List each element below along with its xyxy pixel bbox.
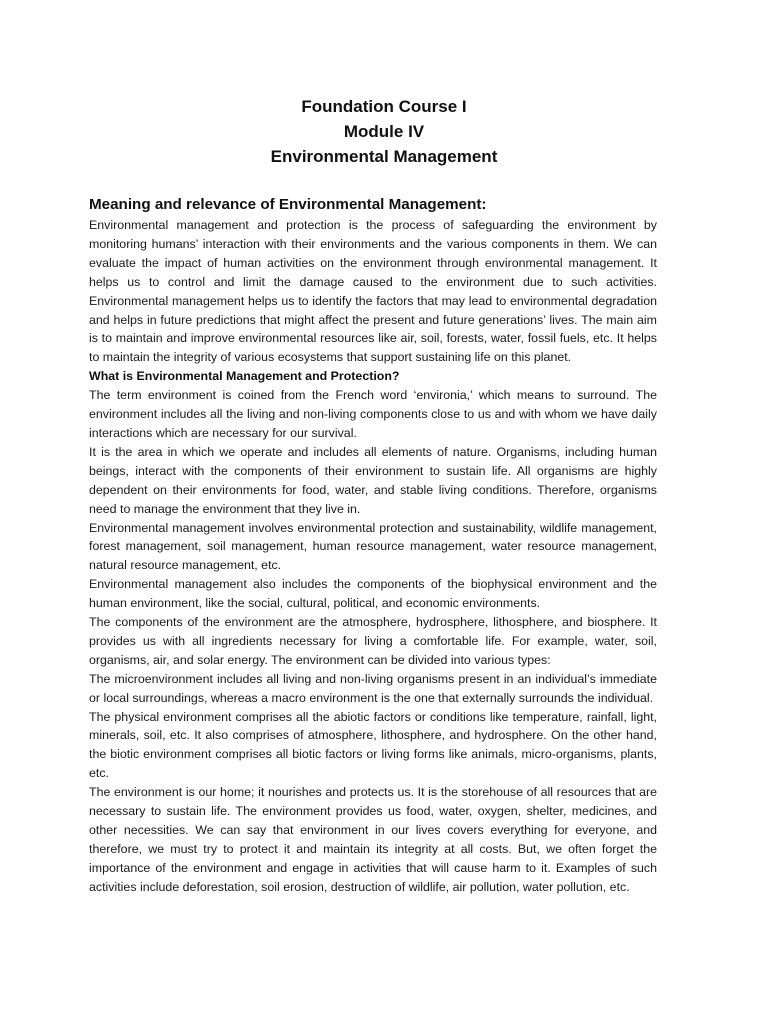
document-body xyxy=(89,194,657,897)
document-title xyxy=(0,94,768,169)
paragraph: The term environment is coined from the French word ‘environia,’ which means to surround. The environment includes all the living and non-living components close to us and with whom we have daily interactions which are necessary for our survival. xyxy=(89,388,657,440)
sub-heading: What is Environmental Management and Protection? xyxy=(89,369,400,384)
paragraph-meaning: Environmental management and protection is the process of safeguarding the environment by monitoring humans’ interaction with their environments and the various components in them. We can evaluate the impact of human activities on the environment through environmental management. It helps us to control and limit the damage caused to the environment due to such activities. Environmental management helps us to identify the factors that may lead to environmental degradation and helps in future predictions that might affect the present and future generations’ lives. The main aim is to maintain and improve environmental resources like air, soil, forests, water, fossil fuels, etc. It helps to maintain the integrity of various ecosystems that support sustaining life on this planet. xyxy=(89,218,657,365)
paragraph: Environmental management also includes the components of the biophysical environment and the human environment, like the social, cultural, political, and economic environments. xyxy=(89,577,657,611)
paragraph: The microenvironment includes all living and non-living organisms present in an individual’s immediate or local surroundings, whereas a macro environment is the one that externally surrounds the individual. xyxy=(89,671,657,705)
topic-title: Environmental Management xyxy=(270,147,498,166)
paragraph: The environment is our home; it nourishes and protects us. It is the storehouse of all resources that are necessary to sustain life. The environment provides us food, water, oxygen, shelter, medicines, and other necessities. We can say that environment in our lives covers everything for everyone, and therefore, we must try to protect it and maintain its integrity at all costs. But, we often forget the importance of the environment and engage in activities that will cause harm to it. Examples of such activities include deforestation, soil erosion, destruction of wildlife, air pollution, water pollution, etc. xyxy=(89,785,657,894)
paragraph: The components of the environment are the atmosphere, hydrosphere, lithosphere, and biosphere. It provides us with all ingredients necessary for living a comfortable life. For example, water, soil, organisms, air, and solar energy. The environment can be divided into various types: xyxy=(89,615,657,667)
section-heading: Meaning and relevance of Environmental Management: xyxy=(89,196,487,213)
module-title: Module IV xyxy=(343,122,425,141)
course-title: Foundation Course I xyxy=(301,97,467,116)
paragraph: Environmental management involves environmental protection and sustainability, wildlife management, forest management, soil management, human resource management, water resource management, natural resource management, etc. xyxy=(89,520,657,573)
paragraph: The physical environment comprises all the abiotic factors or conditions like temperature, rainfall, light, minerals, soil, etc. It also comprises of atmosphere, lithosphere, and hydrosphere. On the other hand, the biotic environment comprises all biotic factors or living forms like animals, micro-organisms, plants, etc. xyxy=(89,709,657,781)
paragraph: It is the area in which we operate and includes all elements of nature. Organisms, including human beings, interact with the components of their environment to sustain life. All organisms are highly dependent on their environments for food, water, and stable living conditions. Therefore, organisms need to manage the environment that they live in. xyxy=(89,444,657,516)
